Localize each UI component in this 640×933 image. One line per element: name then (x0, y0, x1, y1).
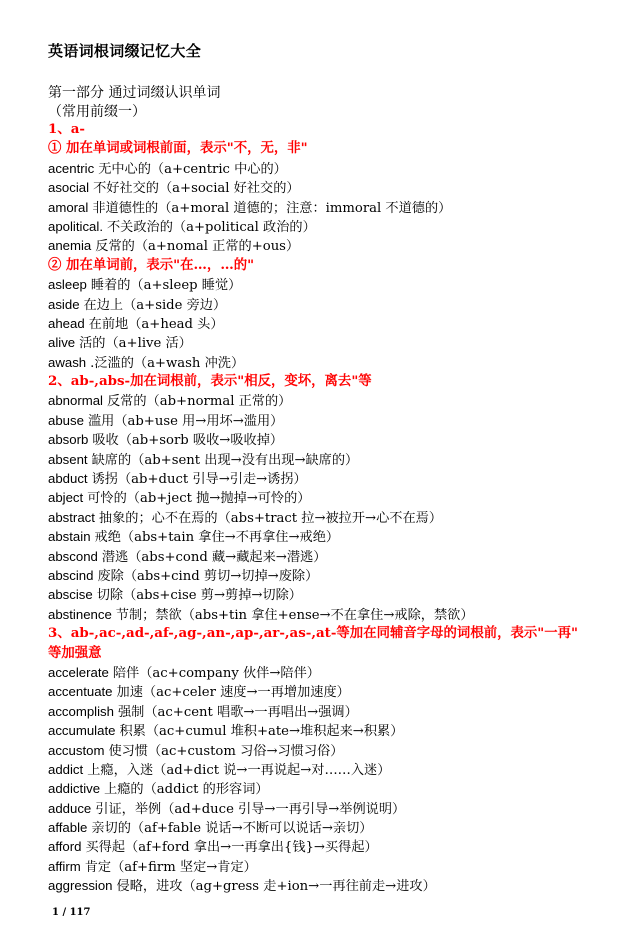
entry-word: accomplish (48, 703, 114, 719)
entry-definition: 不关政治的（a+political 政治的） (106, 219, 316, 235)
vocab-entry (48, 682, 628, 701)
entry-definition: 戒绝（abs+tain 拿住→不再拿住→戒绝） (94, 530, 340, 546)
entry-word: affable (48, 820, 88, 836)
entry-definition: 不好社交的（a+social 好社交的） (93, 181, 300, 197)
vocab-entry (48, 508, 628, 527)
vocab-entry (48, 818, 628, 837)
entry-word: abscise (48, 587, 93, 603)
vocab-entry (48, 450, 628, 469)
entry-definition: 上瘾，入迷（ad+dict 说→一再说起→对……入迷） (87, 762, 391, 778)
entry-word: abuse (48, 412, 84, 428)
section-heading: 等加强意 (48, 644, 102, 661)
entry-definition: 潜逃（abs+cond 藏→藏起来→潜逃） (101, 549, 327, 565)
entry-definition: 亲切的（af+fable 说话→不断可以说话→亲切） (91, 821, 373, 837)
entry-definition: 缺席的（ab+sent 出现→没有出现→缺席的） (91, 452, 359, 468)
entry-definition: 买得起（af+ford 拿出→一再拿出{钱}→买得起） (85, 840, 378, 856)
section-heading: ② 加在单词前，表示"在…，…的" (48, 256, 255, 273)
entry-word: accumulate (48, 723, 116, 739)
vocab-entry (48, 430, 628, 449)
entry-definition: 肯定（af+firm 坚定→肯定） (84, 859, 257, 875)
entry-word: abject (48, 490, 84, 506)
entry-word: affirm (48, 858, 81, 874)
vocab-entry (48, 178, 628, 197)
page-number: 1 / 117 (52, 907, 91, 918)
entry-definition: 积累（ac+cumul 堆积+ate→堆积起来→积累） (119, 724, 404, 740)
vocab-entry (48, 721, 628, 740)
entry-definition: 可怜的（ab+ject 抛→抛掉→可怜的） (87, 491, 311, 507)
entry-definition: 反常的（ab+normal 正常的） (106, 394, 292, 410)
section-heading: ① 加在单词或词根前面，表示"不，无，非" (48, 140, 308, 157)
entry-definition: 强制（ac+cent 唱歌→一再唱出→强调） (117, 704, 358, 720)
entry-word: amoral (48, 199, 89, 215)
entry-word: accelerate (48, 664, 109, 680)
entry-word: aside (48, 296, 80, 312)
vocab-entry (48, 333, 628, 352)
vocab-entry (48, 605, 628, 624)
vocab-entry (48, 488, 628, 507)
entry-definition: .泛滥的（a+wash 冲洗） (90, 355, 245, 371)
entry-definition: 废除（abs+cind 剪切→切掉→废除） (97, 568, 319, 584)
entry-word: absorb (48, 432, 89, 448)
vocab-entry (48, 741, 628, 760)
entry-word: abstain (48, 529, 91, 545)
vocab-entry (48, 353, 628, 372)
vocab-entry (48, 799, 628, 818)
vocab-entry (48, 663, 628, 682)
entry-word: asleep (48, 277, 87, 293)
entry-word: awash (48, 354, 87, 370)
section-heading: 2、ab-,abs-加在词根前，表示"相反，变坏，离去"等 (48, 373, 372, 390)
entry-word: addict (48, 761, 84, 777)
entry-definition: 非道德性的（a+moral 道德的；注意：immoral 不道德的） (92, 200, 452, 216)
entry-definition: 活的（a+live 活） (79, 336, 192, 352)
entry-definition: 上瘾的（addict 的形容词） (104, 782, 269, 798)
entry-definition: 在前地（a+head 头） (88, 316, 224, 332)
entry-word: abscond (48, 548, 98, 564)
entry-definition: 吸收（ab+sorb 吸收→吸收掉） (92, 433, 284, 449)
part-heading: 第一部分 通过词缀认识单词 (48, 85, 221, 101)
vocab-entry (48, 857, 628, 876)
vocab-entry (48, 411, 628, 430)
vocab-entry (48, 547, 628, 566)
entry-word: ahead (48, 315, 85, 331)
entry-word: abscind (48, 567, 94, 583)
vocab-entry (48, 527, 628, 546)
vocab-entry (48, 159, 628, 178)
entry-word: adduce (48, 800, 92, 816)
entry-list (48, 120, 628, 896)
vocab-entry (48, 760, 628, 779)
entry-definition: 在边上（a+side 旁边） (83, 297, 227, 313)
vocab-entry (48, 391, 628, 410)
entry-definition: 反常的（a+nomal 正常的+ous） (95, 239, 300, 255)
vocab-entry (48, 217, 628, 236)
vocab-entry (48, 469, 628, 488)
entry-word: anemia (48, 238, 92, 254)
vocab-entry (48, 702, 628, 721)
entry-word: abduct (48, 471, 88, 487)
entry-definition: 抽象的；心不在焉的（abs+tract 拉→被拉开→心不在焉） (98, 510, 443, 526)
entry-definition: 陪伴（ac+company 伙伴→陪伴） (112, 665, 320, 681)
vocab-entry (48, 295, 628, 314)
section-heading: 1、a- (48, 121, 85, 137)
entry-word: accustom (48, 742, 105, 758)
entry-word: abstinence (48, 606, 112, 622)
vocab-entry (48, 198, 628, 217)
vocab-entry (48, 236, 628, 255)
entry-word: aggression (48, 878, 113, 894)
entry-definition: 睡着的（a+sleep 睡觉） (90, 278, 242, 294)
vocab-entry (48, 314, 628, 333)
entry-word: asocial (48, 180, 90, 196)
entry-definition: 诱拐（ab+duct 引导→引走→诱拐） (91, 472, 307, 488)
entry-definition: 使习惯（ac+custom 习俗→习惯习俗） (108, 743, 344, 759)
vocab-entry (48, 275, 628, 294)
vocab-entry (48, 876, 628, 895)
entry-definition: 侵略，进攻（ag+gress 走+ion→一再往前走→进攻） (116, 879, 436, 895)
entry-word: afford (48, 839, 82, 855)
vocab-entry (48, 837, 628, 856)
entry-word: abnormal (48, 393, 103, 409)
entry-word: acentric (48, 160, 95, 176)
entry-word: accentuate (48, 684, 113, 700)
vocab-entry (48, 566, 628, 585)
entry-definition: 加速（ac+celer 速度→一再增加速度） (116, 685, 350, 701)
entry-definition: 引证，举例（ad+duce 引导→一再引导→举例说明） (95, 801, 406, 817)
entry-word: apolitical. (48, 218, 103, 234)
entry-word: addictive (48, 781, 101, 797)
entry-word: absent (48, 451, 88, 467)
entry-word: alive (48, 335, 76, 351)
sub-heading: （常用前缀一） (48, 104, 146, 120)
entry-definition: 无中心的（a+centric 中心的） (98, 161, 287, 177)
document-title: 英语词根词缀记忆大全 (48, 42, 202, 60)
vocab-entry (48, 585, 628, 604)
section-heading: 3、ab-,ac-,ad-,af-,ag-,an-,ap-,ar-,as-,at-等加在同辅音字母的词根前，表示"一再" (48, 625, 579, 642)
entry-definition: 切除（abs+cise 剪→剪掉→切除） (96, 588, 302, 604)
entry-definition: 滥用（ab+use 用→用坏→滥用） (87, 413, 284, 429)
entry-definition: 节制；禁欲（abs+tin 拿住+ense→不在拿住→戒除，禁欲） (115, 607, 474, 623)
vocab-entry (48, 779, 628, 798)
entry-word: abstract (48, 509, 95, 525)
